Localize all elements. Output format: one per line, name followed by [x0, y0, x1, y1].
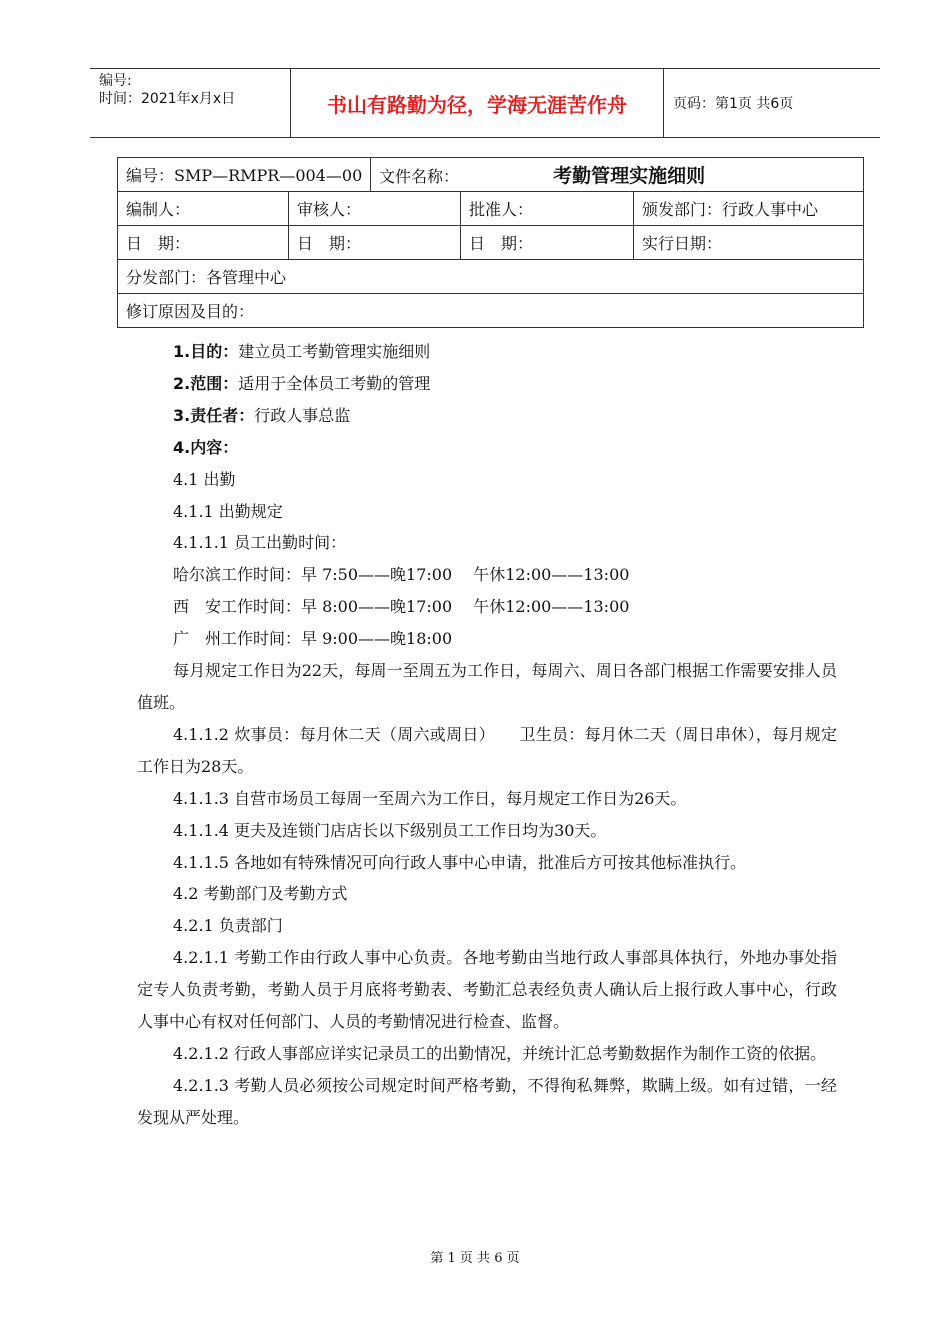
section-4-1-1-3: 4.1.1.3 自营市场员工每周一至周六为工作日，每月规定工作日为26天。 [173, 788, 687, 808]
info-row-distribution [118, 260, 864, 294]
section-4-1: 4.1 出勤 [173, 469, 236, 489]
section-4-2-1: 4.2.1 负责部门 [173, 916, 283, 936]
approver-cell: 批准人： [461, 192, 634, 226]
section-4-2-1-1: 4.2.1.1 考勤工作由行政人事中心负责。各地考勤由当地行政人事部具体执行，外地办事处指定专人负责考勤，考勤人员于月底将考勤表、考勤汇总表经负责人确认后上报行政人事中心，行政人事中心有权对任何部门、人员的考勤情况进行检查、监督。 [137, 948, 837, 1032]
guangzhou-hours: 广 州工作时间：早 9:00——晚18:00 [173, 629, 453, 649]
content-heading-paragraph [137, 432, 837, 464]
info-row-people [118, 192, 864, 226]
responsible-paragraph [137, 400, 837, 432]
content-heading: 4.内容： [173, 437, 239, 457]
section-4-1-1: 4.1.1 出勤规定 [173, 501, 283, 521]
file-title: 考勤管理实施细则 [553, 165, 706, 187]
document-body [137, 336, 837, 1134]
distribution-cell: 分发部门：各管理中心 [118, 260, 864, 294]
file-name-cell [371, 158, 864, 192]
compiler-cell: 编制人： [118, 192, 289, 226]
document-info-table [117, 157, 864, 328]
info-row-revision [118, 294, 864, 328]
info-row-dates [118, 226, 864, 260]
purpose-text: 建立员工考勤管理实施细则 [238, 342, 431, 361]
date-cell-2: 日 期： [289, 226, 461, 260]
monthly-workdays: 每月规定工作日为22天，每周一至周五为工作日，每周六、周日各部门根据工作需要安排人员值班。 [137, 661, 837, 712]
purpose-heading: 1.目的： [173, 342, 239, 361]
section-4-2-1-3: 4.2.1.3 考勤人员必须按公司规定时间严格考勤，不得徇私舞弊，欺瞒上级。如有过错，一经发现从严处理。 [137, 1075, 837, 1127]
file-name-label: 文件名称： [379, 167, 460, 186]
header-slogan: 书山有路勤为径，学海无涯苦作舟 [290, 69, 664, 137]
scope-text: 适用于全体员工考勤的管理 [238, 373, 431, 393]
section-4-1-1-5: 4.1.1.5 各地如有特殊情况可向行政人事中心申请，批准后方可按其他标准执行。 [173, 852, 747, 872]
section-4-2: 4.2 考勤部门及考勤方式 [173, 884, 348, 904]
date-cell-3: 日 期： [461, 226, 634, 260]
responsible-heading: 3.责任者： [173, 405, 255, 425]
issuing-dept-cell: 颁发部门：行政人事中心 [634, 192, 864, 226]
revision-cell: 修订原因及目的： [118, 294, 864, 328]
reviewer-cell: 审核人： [289, 192, 461, 226]
scope-paragraph [137, 368, 837, 400]
header-time: 时间：2021年x月x日 [99, 91, 236, 107]
responsible-text: 行政人事总监 [254, 405, 351, 425]
doc-number: 编号：SMP—RMPR—004—00 [118, 158, 371, 192]
header-meta [90, 69, 290, 137]
section-4-2-1-2: 4.2.1.2 行政人事部应详实记录员工的出勤情况，并统计汇总考勤数据作为制作工资的依据。 [173, 1043, 827, 1063]
purpose-paragraph [137, 336, 837, 368]
page-header [90, 68, 880, 138]
harbin-hours: 哈尔滨工作时间：早 7:50——晚17:00 午休12:00——13:00 [173, 565, 630, 585]
header-number: 编号: [99, 73, 132, 89]
section-4-1-1-2: 4.1.1.2 炊事员：每月休二天（周六或周日） 卫生员：每月休二天（周日串休），每月规定工作日为28天。 [137, 724, 837, 776]
page-footer: 第 1 页 共 6 页 [430, 1251, 520, 1266]
date-cell-1: 日 期： [118, 226, 289, 260]
section-4-1-1-1: 4.1.1.1 员工出勤时间： [173, 533, 347, 553]
section-4-1-1-4: 4.1.1.4 更夫及连锁门店店长以下级别员工工作日均为30天。 [173, 820, 607, 840]
scope-heading: 2.范围： [173, 373, 239, 393]
header-page: 页码：第1页 共6页 [673, 96, 794, 112]
info-row-title [118, 158, 864, 192]
xian-hours: 西 安工作时间：早 8:00——晚17:00 午休12:00——13:00 [173, 597, 630, 617]
effective-date-cell: 实行日期： [634, 226, 864, 260]
